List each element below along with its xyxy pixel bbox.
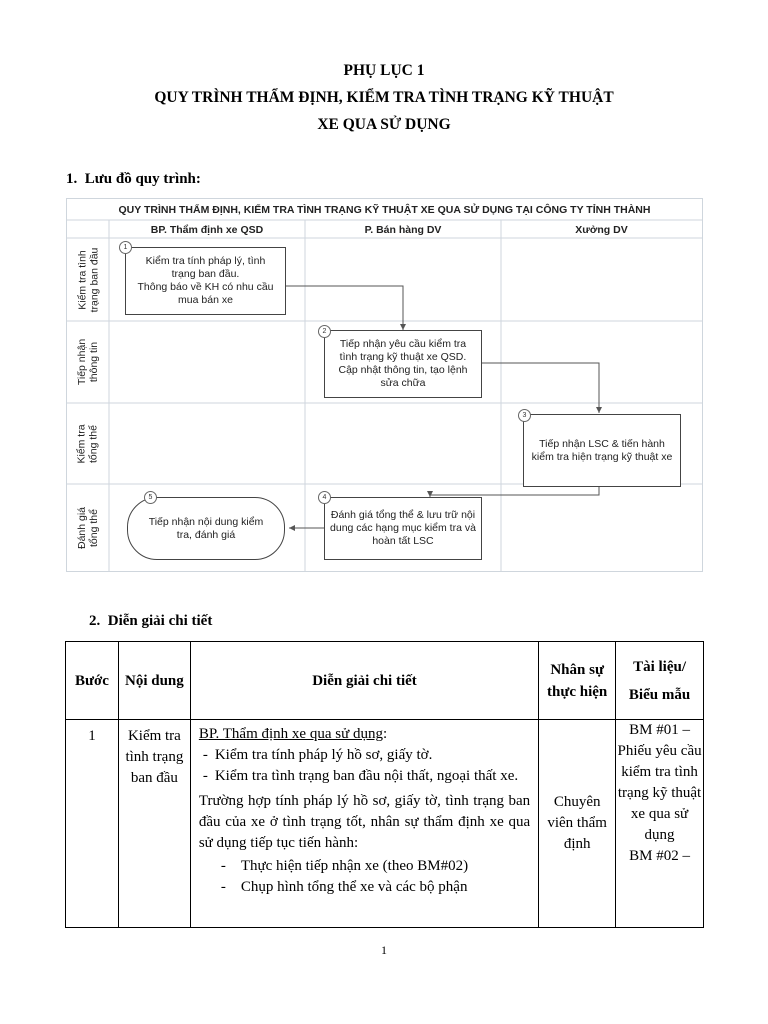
row1-content: Kiểm tra tình trạng ban đầu	[118, 720, 190, 928]
section1-number: 1.	[66, 171, 78, 187]
section1-heading	[66, 171, 201, 188]
list-item: - Kiểm tra tình trạng ban đầu nội thất, ngoại thất xe.	[199, 766, 530, 787]
list-item: - Chụp hình tổng thể xe và các bộ phận	[199, 877, 530, 898]
flowchart-title: QUY TRÌNH THẨM ĐỊNH, KIỂM TRA TÌNH TRẠNG KỸ THUẬT XE QUA SỬ DỤNG TẠI CÔNG TY TỈNH THÀNH	[118, 204, 651, 216]
document-title-line1: QUY TRÌNH THẨM ĐỊNH, KIỂM TRA TÌNH TRẠNG KỸ THUẬT	[154, 89, 614, 106]
flow-node-2: Tiếp nhận yêu cầu kiểm tra tình trạng kỹ thuật xe QSD. Cập nhật thông tin, tạo lệnh sửa chữa	[324, 330, 482, 398]
row1-detail: BP. Thẩm định xe qua sử dụng: - Kiểm tra tính pháp lý hồ sơ, giấy tờ. - Kiểm tra tình trạng ban đầu nội thất, ngoại thất xe. Trường hợp tính pháp lý hồ sơ, giấy tờ, tình trạng ban đầu của xe ở tình trạng tốt, nhân sự thẩm định xe qua sử dụng tiếp tục tiến hành: - Thực hiện tiếp nhận xe (theo BM#02) - Chụp hình tổng thể xe và các bộ phận	[190, 720, 538, 928]
connector-1-2	[285, 286, 403, 330]
flow-lane-label: Tiếp nhận thông tin	[76, 338, 100, 386]
document-title-line2: XE QUA SỬ DỤNG	[317, 116, 451, 133]
header-detail: Diễn giải chi tiết	[190, 642, 538, 720]
connector-2-3	[481, 363, 599, 413]
flow-column-header: BP. Thẩm định xe QSD	[150, 224, 264, 236]
section2-heading	[89, 613, 212, 630]
table-header-row	[66, 642, 704, 720]
flow-column-header: P. Bán hàng DV	[364, 224, 442, 236]
list-item: - Kiểm tra tính pháp lý hồ sơ, giấy tờ.	[199, 745, 530, 766]
flow-node-1-number: 1	[119, 241, 132, 254]
header-docs: Tài liệu/ Biểu mẫu	[616, 642, 704, 720]
row1-step: 1	[66, 720, 119, 928]
row1-sub-bullets	[199, 856, 530, 898]
flow-node-5-number: 5	[144, 491, 157, 504]
flow-lane-label: Kiểm tra tổng thể	[76, 423, 100, 464]
header-staff: Nhân sự thực hiện	[539, 642, 616, 720]
row1-bullets	[199, 745, 530, 787]
page-number: 1	[381, 943, 387, 957]
header-step: Bước	[66, 642, 119, 720]
detail-table	[65, 641, 704, 928]
flow-node-2-number: 2	[318, 325, 331, 338]
section1-title: Lưu đồ quy trình:	[84, 171, 201, 187]
flow-node-3: Tiếp nhận LSC & tiến hành kiểm tra hiện trạng kỹ thuật xe	[523, 414, 681, 487]
row1-staff: Chuyên viên thẩm định	[539, 720, 616, 928]
process-flowchart	[66, 198, 703, 572]
row1-docs: BM #01 – Phiếu yêu cầu kiểm tra tình trạng kỹ thuật xe qua sử dụng BM #02 –	[616, 720, 704, 928]
flow-lane-label: Kiểm tra tình trạng ban đầu	[76, 247, 100, 312]
flow-column-header: Xưởng DV	[575, 224, 628, 236]
table-row	[66, 720, 704, 928]
section2-title: Diễn giải chi tiết	[107, 613, 213, 629]
flow-node-5: Tiếp nhận nội dung kiểm tra, đánh giá	[127, 497, 285, 560]
appendix-label: PHỤ LỤC 1	[343, 62, 425, 79]
flow-lane-label: Đánh giá tổng thể	[76, 506, 100, 549]
flow-node-4-number: 4	[318, 491, 331, 504]
flow-node-3-number: 3	[518, 409, 531, 422]
list-item: - Thực hiện tiếp nhận xe (theo BM#02)	[199, 856, 530, 877]
connector-3-4	[430, 486, 599, 497]
row1-department: BP. Thẩm định xe qua sử dụng	[198, 726, 383, 742]
section2-number: 2.	[89, 613, 101, 629]
row1-paragraph: Trường hợp tính pháp lý hồ sơ, giấy tờ, tình trạng ban đầu của xe ở tình trạng tốt, nhân sự thẩm định xe qua sử dụng tiếp tục tiến hành:	[198, 793, 531, 851]
flow-node-4: Đánh giá tổng thể & lưu trữ nội dung các hạng mục kiểm tra và hoàn tất LSC	[324, 497, 482, 560]
flow-node-1: Kiểm tra tính pháp lý, tình trạng ban đầu. Thông báo về KH có nhu cầu mua bán xe	[125, 247, 286, 315]
header-content: Nội dung	[118, 642, 190, 720]
